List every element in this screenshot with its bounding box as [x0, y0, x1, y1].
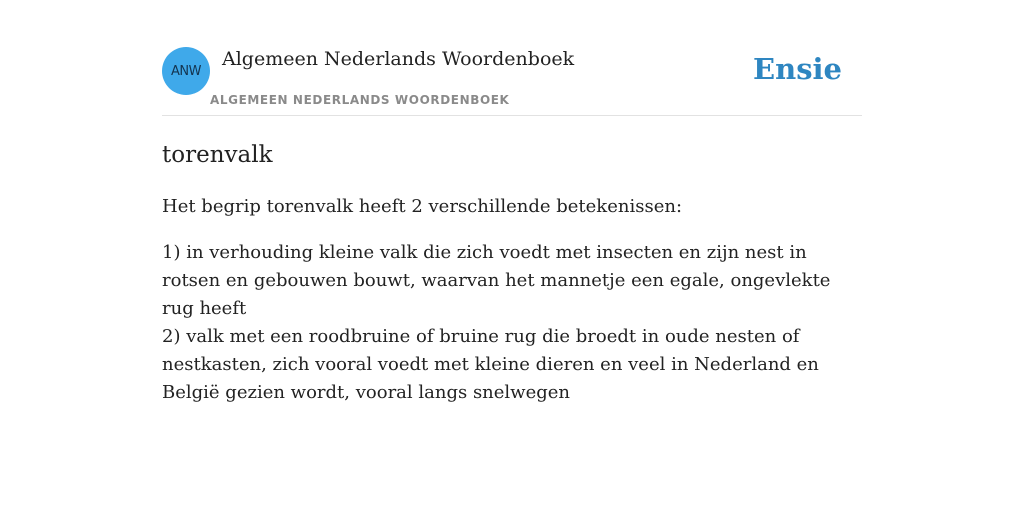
source-subtitle: ALGEMEEN NEDERLANDS WOORDENBOEK: [210, 93, 510, 107]
ensie-brand-logo[interactable]: Ensie: [753, 52, 842, 86]
entry-intro: Het begrip torenvalk heeft 2 verschillende betekenissen:: [162, 196, 683, 217]
anw-logo[interactable]: ANW: [162, 47, 210, 95]
meaning-item: 2) valk met een roodbruine of bruine rug die broedt in oude nesten of nestkasten, zich vooral voedt met kleine dieren en veel in Nederland en België gezien wordt, vooral langs snelwegen: [162, 326, 819, 403]
meanings-list: [162, 239, 862, 407]
page-container: [162, 0, 862, 403]
entry-word: torenvalk: [162, 142, 273, 168]
source-title[interactable]: Algemeen Nederlands Woordenboek: [222, 48, 575, 70]
meaning-item: 1) in verhouding kleine valk die zich voedt met insecten en zijn nest in rotsen en gebouwen bouwt, waarvan het mannetje een egale, ongevlekte rug heeft: [162, 242, 831, 319]
source-header: [162, 0, 862, 116]
